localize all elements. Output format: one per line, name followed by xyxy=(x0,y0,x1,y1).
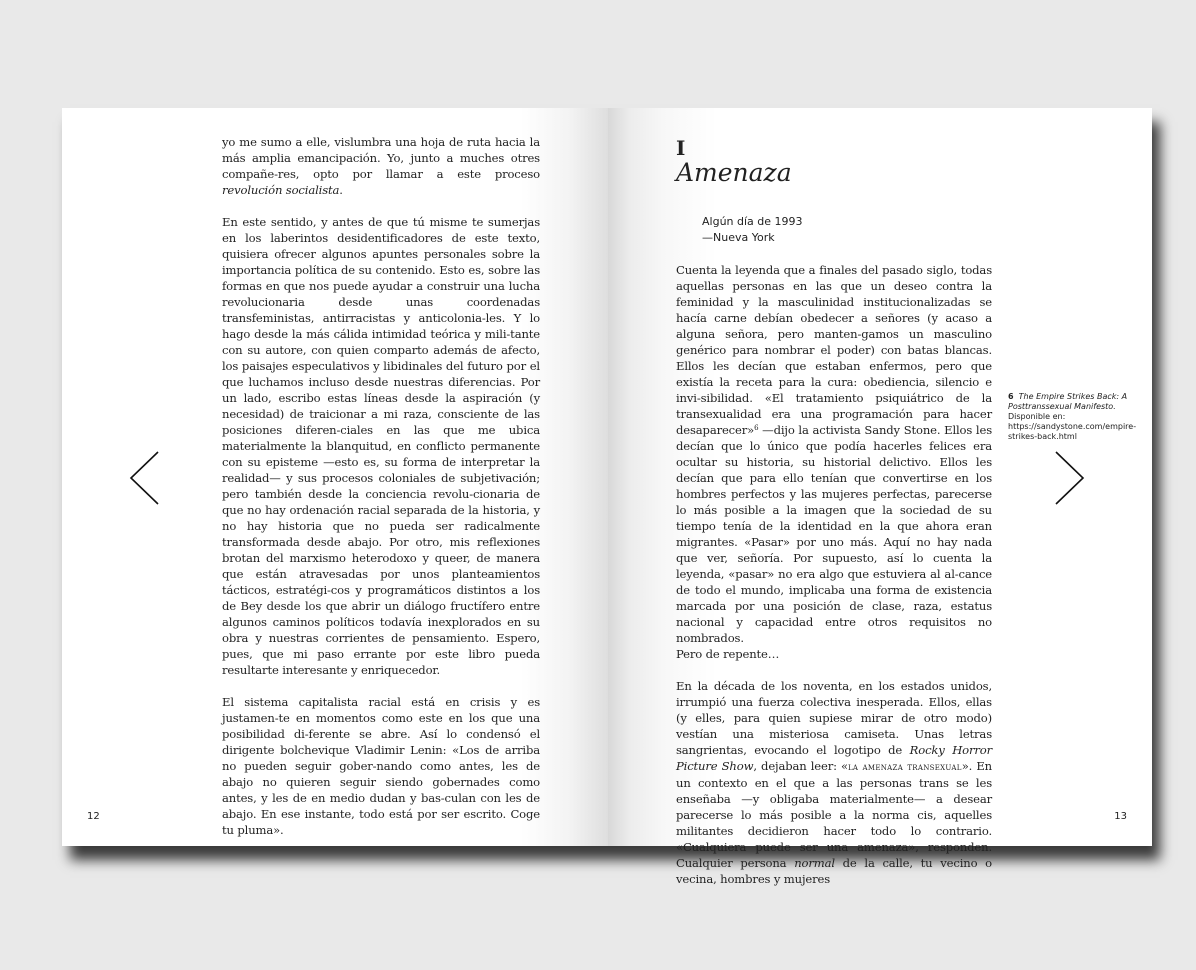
paragraph: Cuenta la leyenda que a finales del pasado siglo, todas aquellas personas en las que un deseo contra la feminidad y la masculinidad institucionalizadas se hacía carne debían obedecer a señores (y acaso a alguna señora, pero manten-gamos un masculino genérico para nombrar el poder) con batas blancas. Ellos les decían que estaban enfermos, pero que existía la receta para la cura: obediencia, silencio e invi-sibilidad. «El tratamiento psiquiátrico de la transexualidad era una programación para hacer desaparecer»$^6$ —dijo la activista Sandy Stone. Ellos les decían que lo único que podía hacerles felices era ocultar su historia, su historial delictivo. Ellos les decían que para ello tenían que convertirse en los hombres perfectos y las mujeres perfectas, parecerse lo más posible a la imagen que la sociedad de su tiempo tenía de la identidad en la que ahora eran migrantes. «Pasar» por uno más. Aquí no hay nada que ver, señoría. Por supuesto, así lo cuenta la leyenda, «pasar» no era algo que estuviera al al-cance de todo el mundo, implicaba una forma de existencia marcada por una posición de clase, raza, estatus nacional y capacidad entre otros requisitos no nombrados. xyxy=(676,263,992,645)
dateline-place: —Nueva York xyxy=(702,231,775,244)
footnote-source: Disponible en: https://sandystone.com/empire-strikes-back.html xyxy=(1008,412,1137,441)
right-page-body xyxy=(676,262,992,903)
paragraph: En la década de los noventa, en los estados unidos, irrumpió una fuerza colectiva inesperada. Ellos, ellas (y elles, para quien supiese mirar de otro modo) vestían una misteriosa camiseta. Unas letras sangrientas, evocando el logotipo de Rocky Horror Picture Show, dejaban leer: «la amenaza transexual». En un contexto en el que a las personas trans se les enseñaba —y obligaba materialmente— a desear parecerse lo más posible a la norma cis, aquelles militantes decidieron hacer todo lo contrario. «Cualquiera puede ser una amenaza», responden. Cualquier persona normal de la calle, tu vecino o vecina, hombres y mujeres xyxy=(676,679,992,886)
dateline-date: Algún día de 1993 xyxy=(702,215,803,228)
paragraph: Pero de repente… xyxy=(676,647,780,661)
next-page-button[interactable] xyxy=(1052,450,1086,506)
paragraph: En este sentido, y antes de que tú misme te sumerjas en los laberintos desidentificadores de este texto, quisiera ofrecer algunos apuntes personales sobre la importancia política de su contenido. Esto es, sobre las formas en que nos puede ayudar a construir una lucha revolucionaria desde unas coordenadas transfeministas, antirracistas y anticolonia-les. Y lo hago desde la más cálida intimidad teórica y mili-tante con su autore, con quien comparto además de afecto, los paisajes especulativos y libidinales del futuro por el que luchamos incluso desde nuestras diferencias. Por un lado, escribo estas líneas desde la aspiración (y necesidad) de traicionar a mi raza, consciente de las posiciones diferen-ciales en las que me ubica materialmente la blanquitud, en conflicto permanente con su episteme —esto es, su forma de interpretar la realidad— y sus procesos coloniales de subjetivación; pero también desde la conciencia revolu-cionaria de que no hay ordenación racial separada de la historia, y no hay historia que no pueda ser radicalmente transformada desde abajo. Por otro, mis reflexiones brotan del marxismo heterodoxo y queer, de manera que están atravesadas por unos planteamientos tácticos, estratégi-cos y programáticos distintos a los de Bey desde los que abrir un diálogo fructífero entre algunos caminos políticos todavía inexplorados en su obra y nuestras corrientes de pensamiento. Espero, pues, que mi paso errante por este libro pueda resultarte interesante y enriquecedor. xyxy=(222,215,540,677)
paragraph: yo me sumo a elle, vislumbra una hoja de ruta hacia la más amplia emancipación. Yo, junto a muches otres compañe-res, opto por llamar a este proceso revolución socialista. xyxy=(222,135,540,197)
chapter-title: Amenaza xyxy=(676,158,792,187)
previous-page-button[interactable] xyxy=(128,450,162,506)
book-spread xyxy=(62,108,1152,886)
page-number-right: 13 xyxy=(1114,811,1127,822)
dateline xyxy=(702,214,803,246)
footnote-title: The Empire Strikes Back: A Posttranssexual Manifesto. xyxy=(1008,392,1128,411)
footnote xyxy=(1008,392,1137,442)
paragraph: El sistema capitalista racial está en crisis y es justamen-te en momentos como este en los que una posibilidad di-ferente se abre. Así lo condensó el dirigente bolchevique Vladimir Lenin: «Los de arriba no pueden seguir gober-nando como antes, les de abajo no quieren seguir siendo gobernades como antes, y les de en medio dudan y bas-culan con les de abajo. En ese instante, todo está por ser escrito. Coge tu pluma». xyxy=(222,695,540,837)
footnote-number: 6 xyxy=(1008,392,1014,401)
footnote-reference[interactable]: 6 xyxy=(754,424,759,432)
left-page-body xyxy=(222,134,540,854)
chevron-left-icon xyxy=(128,450,162,506)
page-number-left: 12 xyxy=(87,811,100,822)
chapter-number: I xyxy=(676,136,686,160)
chevron-right-icon xyxy=(1052,450,1086,506)
